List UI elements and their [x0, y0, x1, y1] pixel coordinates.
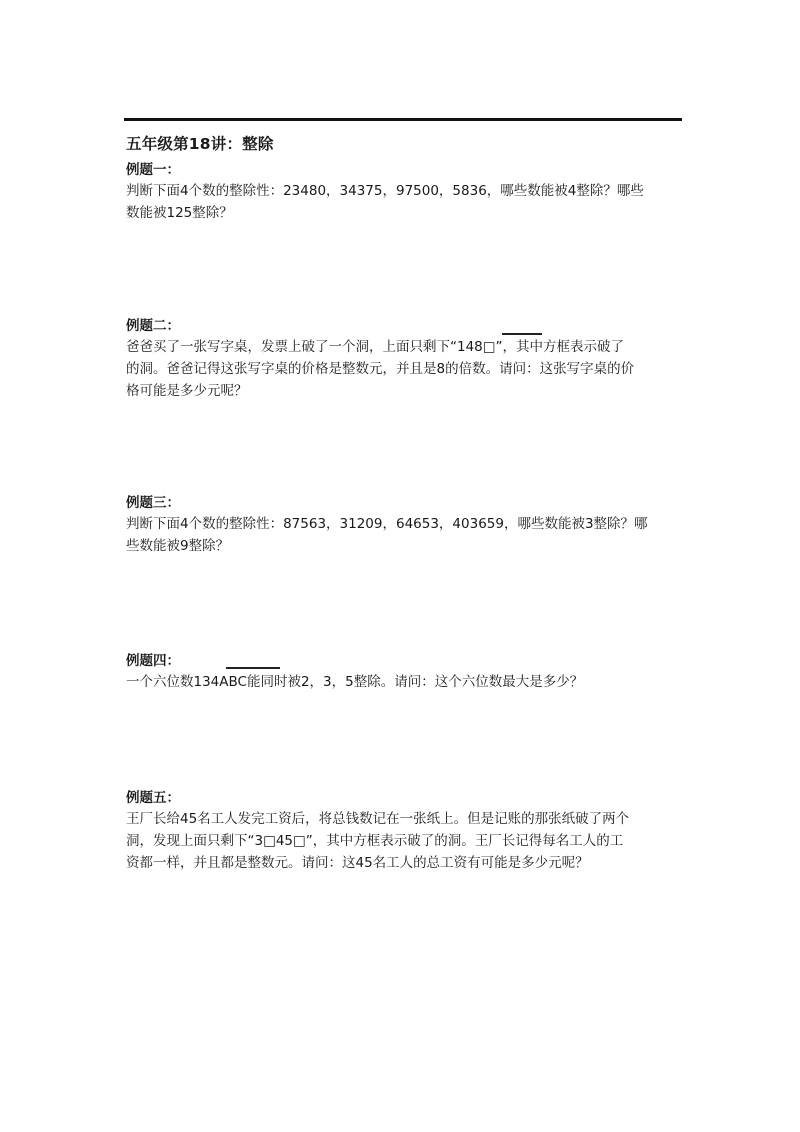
problem-body	[126, 808, 688, 874]
problem-heading: 例题五：	[126, 790, 180, 806]
problem-2	[126, 316, 688, 402]
problem-body	[126, 671, 688, 693]
problem-line: 判断下面4个数的整除性：87563，31209，64653，403659，哪些数能被3整除？哪	[126, 516, 648, 532]
problem-5	[126, 788, 688, 874]
problem-3	[126, 493, 688, 557]
header-rule	[124, 118, 682, 121]
problem-line: 的洞。爸爸记得这张写字桌的价格是整数元，并且是8的倍数。请问：这张写字桌的价	[126, 361, 635, 377]
problem-body	[126, 180, 688, 224]
problem-line: 一个六位数134ABC能同时被2，3，5整除。请问：这个六位数最大是多少？	[126, 674, 584, 690]
page-title: 五年级第18讲：整除	[126, 135, 274, 153]
problem-line: 格可能是多少元呢？	[126, 383, 248, 399]
problem-line: 王厂长给45名工人发完工资后，将总钱数记在一张纸上。但是记账的那张纸破了两个	[126, 811, 630, 827]
problem-line: 洞，发现上面只剩下“3□45□”，其中方框表示破了的洞。王厂长记得每名工人的工	[126, 833, 624, 849]
problem-heading: 例题二：	[126, 318, 180, 334]
problem-line: 爸爸买了一张写字桌，发票上破了一个洞，上面只剩下“148□”，其中方框表示破了	[126, 339, 625, 355]
problem-line: 些数能被9整除？	[126, 538, 230, 554]
problem-heading: 例题三：	[126, 495, 180, 511]
digit-overline	[502, 333, 542, 335]
problem-body	[126, 336, 688, 402]
problem-1	[126, 160, 688, 224]
problem-line: 数能被125整除？	[126, 205, 233, 221]
problem-line: 判断下面4个数的整除性：23480，34375，97500，5836，哪些数能被4整除？哪些	[126, 183, 644, 199]
problem-4	[126, 651, 688, 693]
digit-overline	[226, 667, 280, 669]
problem-line: 资都一样，并且都是整数元。请问：这45名工人的总工资有可能是多少元呢？	[126, 855, 589, 871]
problem-body	[126, 513, 688, 557]
problem-heading: 例题一：	[126, 162, 180, 178]
problem-heading: 例题四：	[126, 653, 180, 669]
